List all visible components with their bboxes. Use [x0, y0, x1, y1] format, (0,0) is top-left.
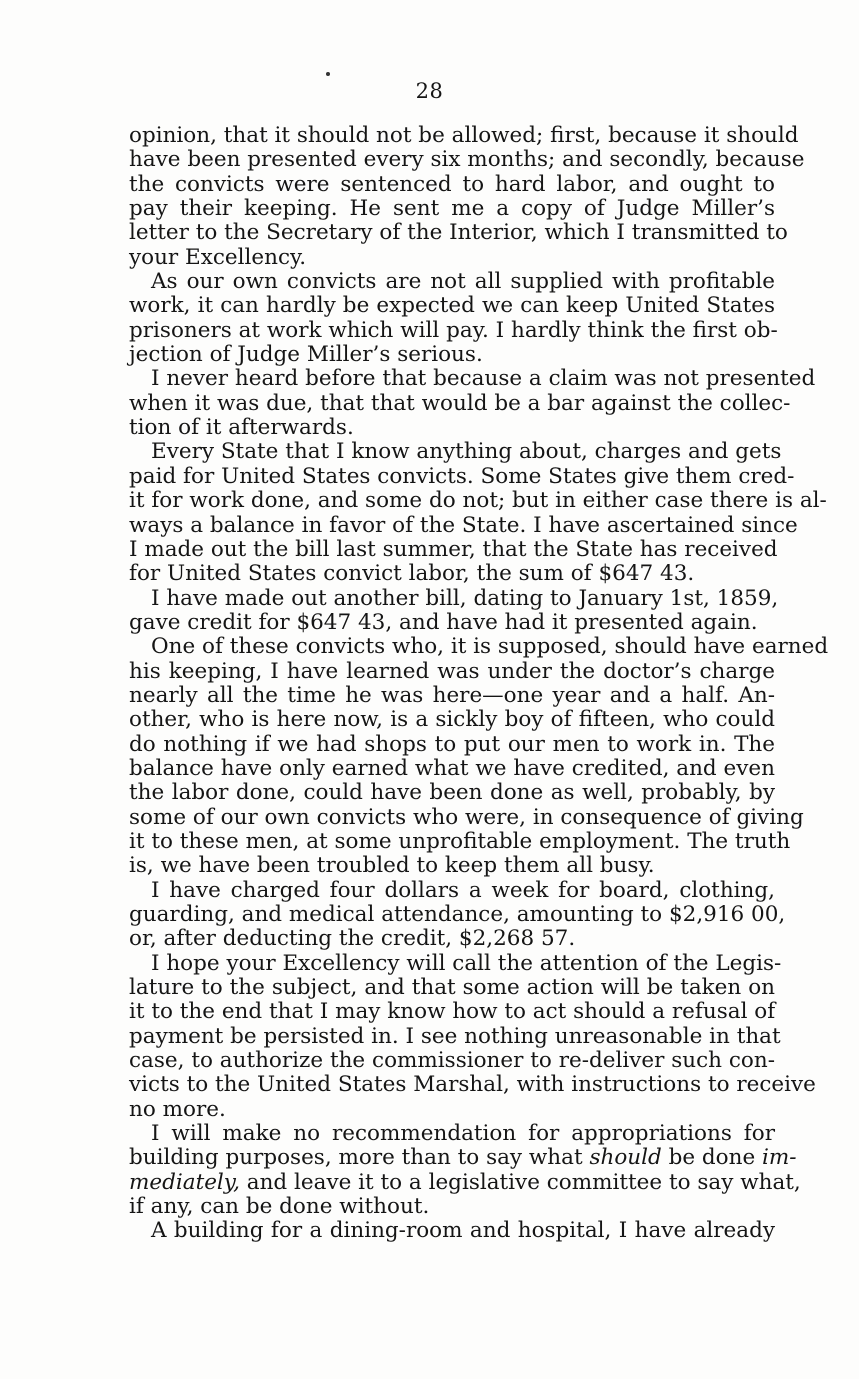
- text-line: I have made out another bill, dating to January 1st, 1859,: [151, 585, 779, 611]
- text-line: nearly all the time he was here—one year and a half. An-: [129, 682, 775, 708]
- text-line: letter to the Secretary of the Interior, which I transmitted to: [129, 220, 788, 246]
- text-line: mediately, and leave it to a legislative committee to say what,: [129, 1169, 801, 1195]
- text-line: other, who is here now, is a sickly boy of fifteen, who could: [129, 707, 775, 733]
- text-line: is, we have been troubled to keep them all busy.: [129, 853, 655, 879]
- text-line: the convicts were sentenced to hard labor, and ought to: [129, 171, 775, 197]
- text-line: One of these convicts who, it is supposed, should have earned: [151, 634, 829, 660]
- text-line: the labor done, could have been done as well, probably, by: [129, 780, 775, 806]
- text-line: it to these men, at some unprofitable employment. The truth: [129, 828, 791, 854]
- text-line: jection of Judge Miller’s serious.: [129, 342, 483, 368]
- text-line: payment be persisted in. I see nothing unreasonable in that: [129, 1023, 781, 1049]
- text-line: do nothing if we had shops to put our men to work in. The: [129, 731, 775, 757]
- text-line: A building for a dining-room and hospital, I have already: [151, 1218, 775, 1244]
- text-line: it to the end that I may know how to act should a refusal of: [129, 999, 776, 1025]
- text-line: have been presented every six months; and secondly, because: [129, 147, 805, 173]
- text-line: case, to authorize the commissioner to re-deliver such con-: [129, 1048, 775, 1074]
- text-line: if any, can be done without.: [129, 1194, 430, 1220]
- text-line: your Excellency.: [129, 244, 307, 270]
- text-line: tion of it afterwards.: [129, 415, 354, 441]
- text-line: paid for United States convicts. Some States give them cred-: [129, 463, 795, 489]
- text-line: when it was due, that that would be a bar against the collec-: [129, 390, 791, 416]
- page-number: 28: [415, 79, 444, 103]
- text-line: I never heard before that because a claim was not presented: [151, 366, 816, 392]
- text-line: no more.: [129, 1096, 226, 1122]
- print-speck: [326, 72, 330, 76]
- text-line: victs to the United States Marshal, with instructions to receive: [129, 1072, 816, 1098]
- text-line: As our own convicts are not all supplied with profitable: [151, 269, 775, 295]
- text-line: it for work done, and some do not; but in either case there is al-: [129, 488, 827, 514]
- text-line: or, after deducting the credit, $2,268 57.: [129, 926, 576, 952]
- text-line: I made out the bill last summer, that the State has received: [129, 536, 778, 562]
- text-line: opinion, that it should not be allowed; first, because it should: [129, 123, 799, 148]
- text-line: balance have only earned what we have credited, and even: [129, 755, 775, 781]
- text-line: lature to the subject, and that some action will be taken on: [129, 975, 775, 1001]
- text-line: some of our own convicts who were, in consequence of giving: [129, 804, 804, 830]
- text-line: guarding, and medical attendance, amounting to $2,916 00,: [129, 902, 786, 927]
- text-line: I hope your Excellency will call the attention of the Legis-: [151, 950, 782, 976]
- text-line: building purposes, more than to say what should be done im-: [129, 1145, 797, 1171]
- text-line: work, it can hardly be expected we can keep United States: [129, 293, 775, 319]
- text-line: his keeping, I have learned was under the doctor’s charge: [129, 658, 775, 684]
- text-line: for United States convict labor, the sum of $647 43.: [129, 561, 695, 587]
- text-line: I have charged four dollars a week for board, clothing,: [151, 877, 775, 903]
- text-line: gave credit for $647 43, and have had it presented again.: [129, 609, 758, 635]
- text-line: pay their keeping. He sent me a copy of Judge Miller’s: [129, 196, 775, 222]
- text-line: prisoners at work which will pay. I hardly think the first ob-: [129, 317, 778, 343]
- text-line: Every State that I know anything about, charges and gets: [151, 439, 782, 465]
- text-line: ways a balance in favor of the State. I have ascertained since: [129, 512, 798, 538]
- text-line: I will make no recommendation for appropriations for: [151, 1121, 775, 1147]
- body-text: [129, 123, 829, 1244]
